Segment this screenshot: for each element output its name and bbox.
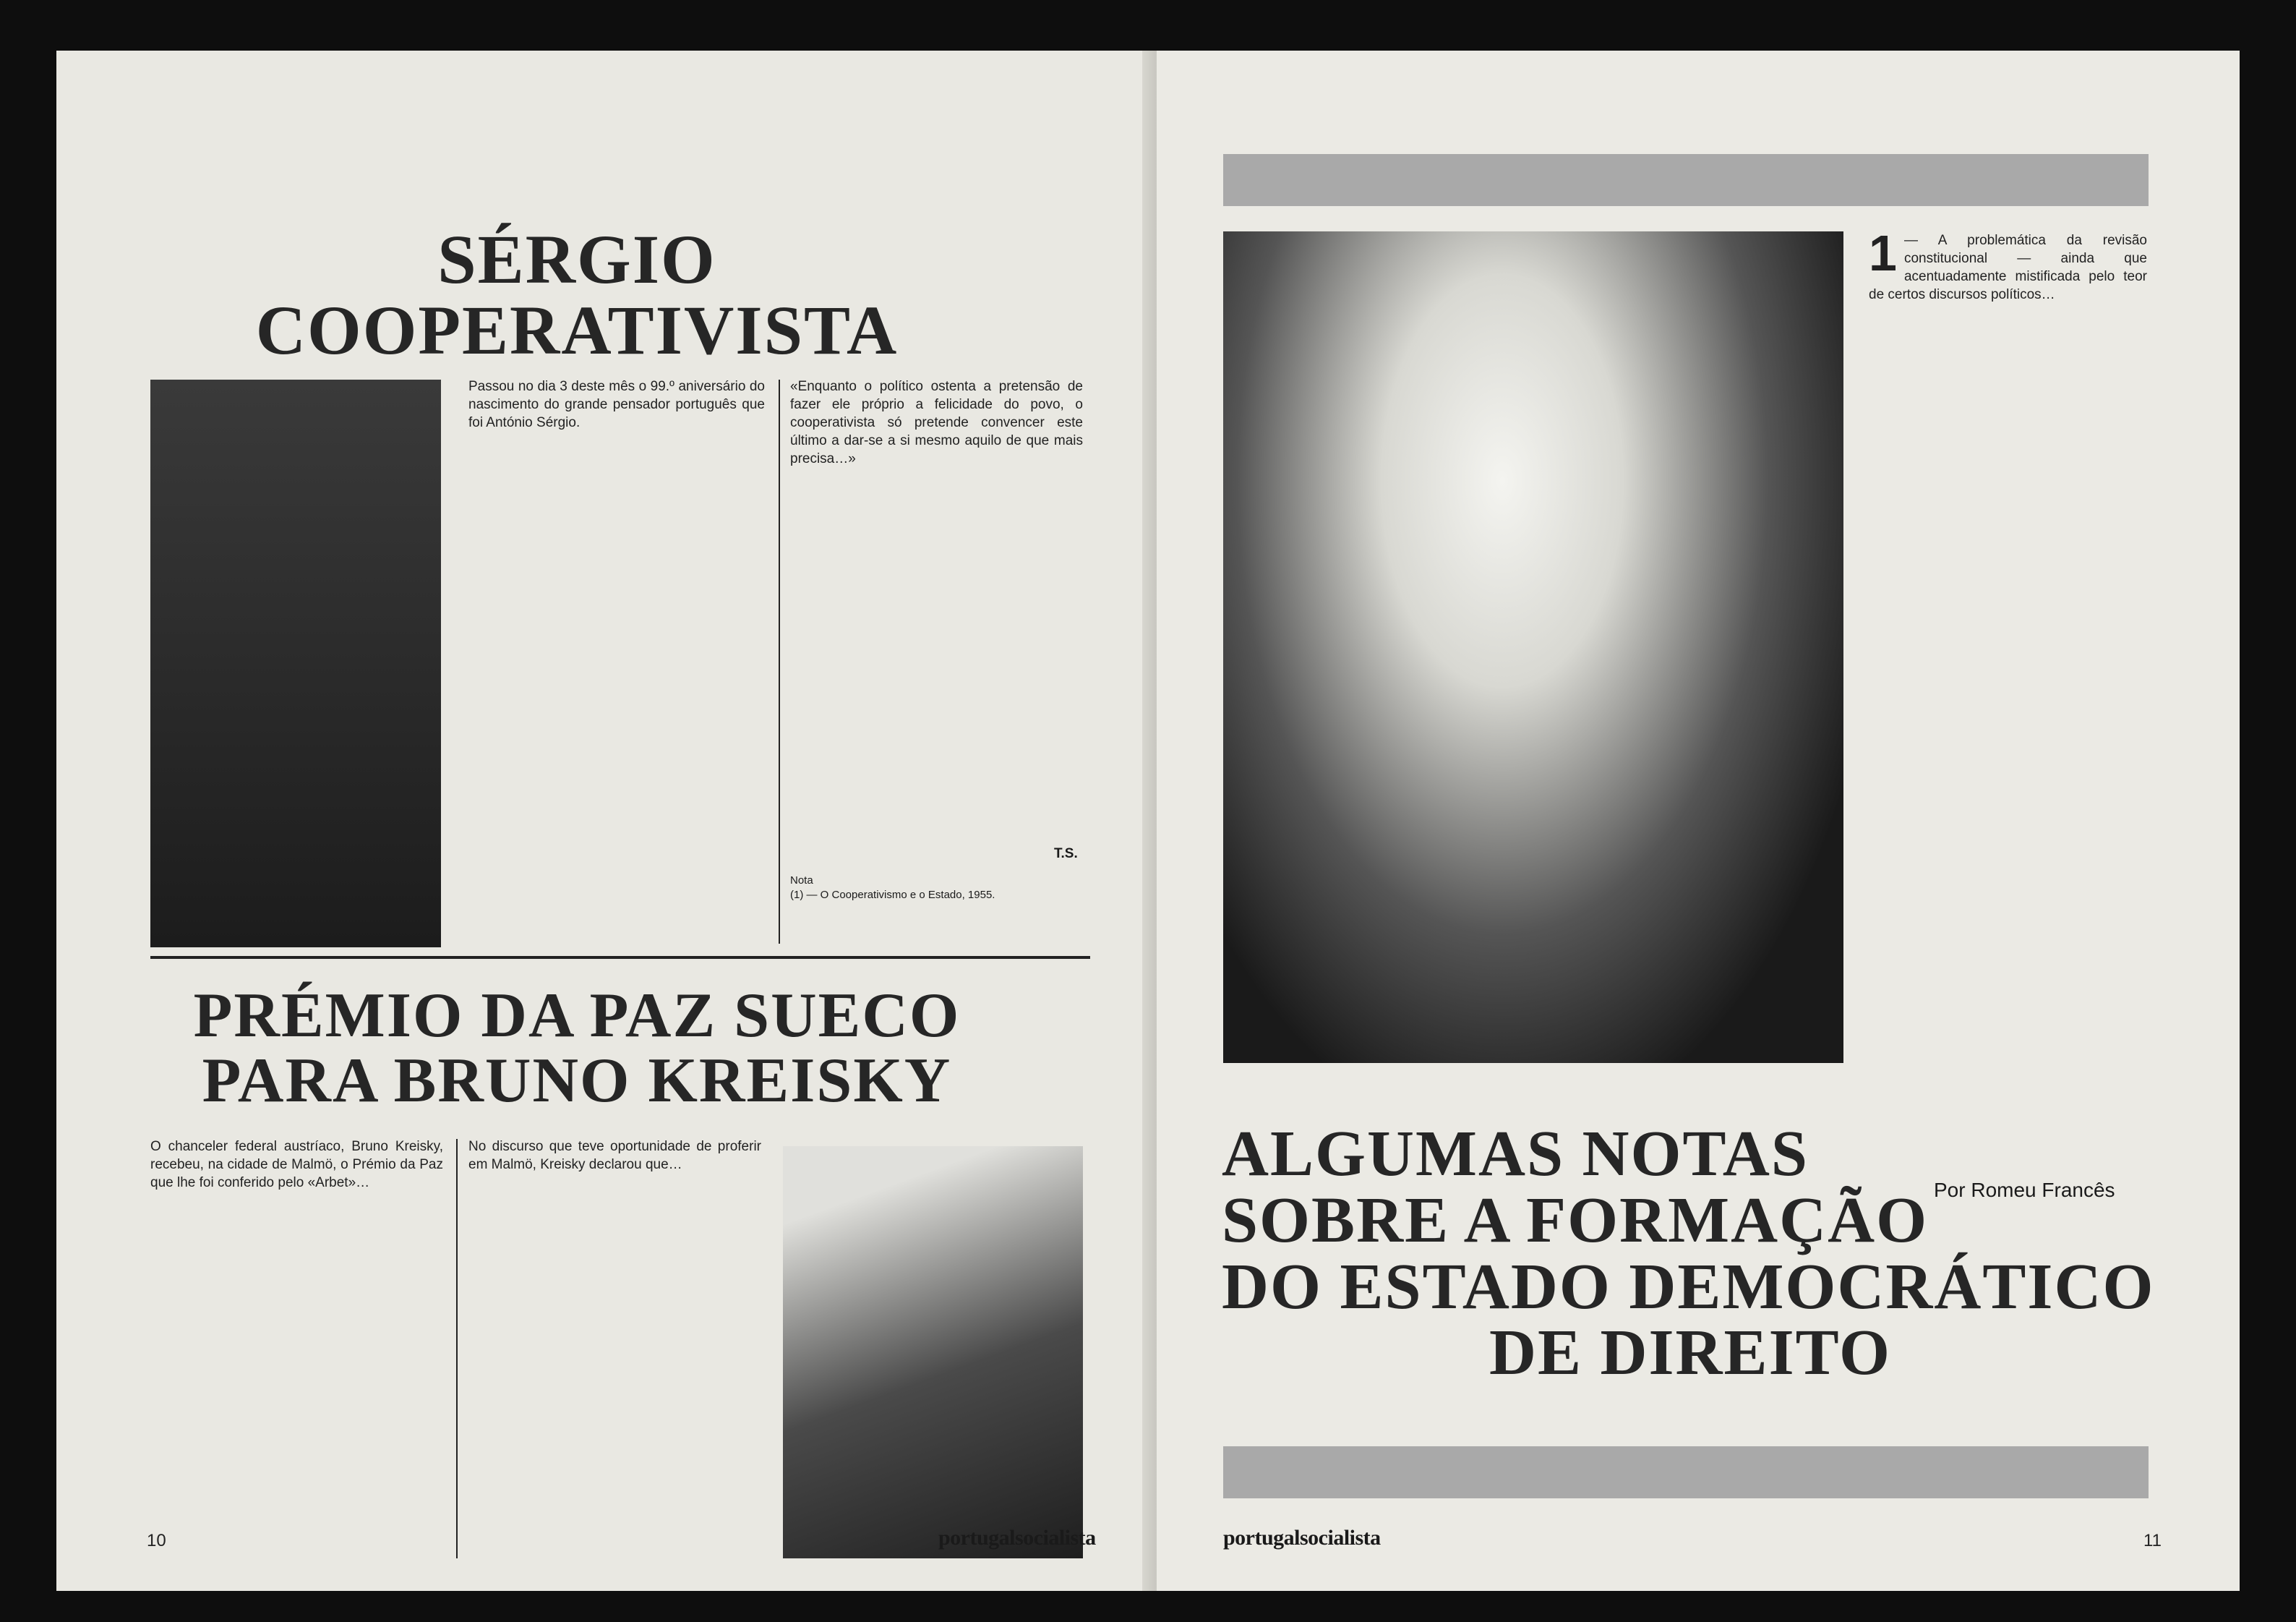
sergio-footnote-text: (1) — O Cooperativismo e o Estado, 1955.	[790, 889, 995, 901]
sergio-column-divider	[779, 380, 780, 944]
estado-headline-line1: ALGUMAS NOTAS	[1222, 1118, 1809, 1190]
masthead-left: portugalsocialista	[938, 1526, 1096, 1550]
kreisky-headline-line1: PRÉMIO DA PAZ SUECO	[193, 981, 961, 1051]
sergio-footnote	[790, 874, 1079, 902]
kreisky-headline-line2: PARA BRUNO KREISKY	[202, 1045, 952, 1116]
estado-headline-line2: SOBRE A FORMAÇÃO	[1222, 1184, 1929, 1256]
kreisky-photo	[783, 1146, 1083, 1558]
kreisky-col1-text: O chanceler federal austríaco, Bruno Kreisky, recebeu, na cidade de Malmö, o Prémio da Paz que lhe foi conferido pelo «Arbet»…	[150, 1139, 443, 1190]
left-page	[56, 51, 1157, 1591]
bottom-grey-band	[1223, 1446, 2149, 1498]
page-number-left: 10	[147, 1531, 166, 1550]
sergio-footnote-label: Nota	[790, 874, 813, 887]
sergio-headline-line1: SÉRGIO	[437, 221, 716, 298]
sergio-headline-line2: COOPERATIVISTA	[255, 291, 899, 369]
sergio-column-2	[790, 377, 1083, 884]
top-grey-band	[1223, 154, 2149, 206]
kreisky-column-divider	[456, 1139, 458, 1558]
kreisky-headline	[143, 983, 1011, 1114]
kreisky-column-2	[468, 1137, 761, 1571]
estado-headline	[1222, 1118, 2176, 1389]
sergio-headline	[143, 221, 1011, 369]
kreisky-column-1	[150, 1137, 443, 1571]
masthead-right: portugalsocialista	[1223, 1526, 1381, 1550]
sergio-column-1	[468, 377, 765, 949]
right-page	[1157, 51, 2240, 1591]
romeu-article-body	[1869, 231, 2147, 1074]
drop-number: 1	[1869, 231, 1897, 281]
article-separator	[150, 956, 1090, 959]
parliament-chamber-photo	[1223, 231, 1843, 1063]
sergio-portrait-photo	[150, 380, 441, 947]
estado-headline-line4: DE DIREITO	[1489, 1317, 1892, 1389]
sergio-col1-text: Passou no dia 3 deste mês o 99.º aniversário do nascimento do grande pensador português que foi António Sérgio.	[468, 379, 765, 430]
romeu-body-text: — A problemática da revisão constitucional — ainda que acentuadamente mistificada pelo teor de certos discursos políticos…	[1869, 233, 2147, 302]
byline: Por Romeu Francês	[1934, 1179, 2115, 1201]
sergio-signature: T.S.	[1054, 846, 1078, 861]
estado-headline-line3: DO ESTADO DEMOCRÁTICO	[1222, 1250, 2155, 1323]
kreisky-col2-text: No discurso que teve oportunidade de proferir em Malmö, Kreisky declarou que…	[468, 1139, 761, 1172]
sergio-col2-text: «Enquanto o político ostenta a pretensão de fazer ele próprio a felicidade do povo, o cooperativista só pretende convencer este último a dar-se a si mesmo aquilo de que mais precisa…»	[790, 379, 1083, 466]
page-number-right: 11	[2143, 1531, 2162, 1550]
